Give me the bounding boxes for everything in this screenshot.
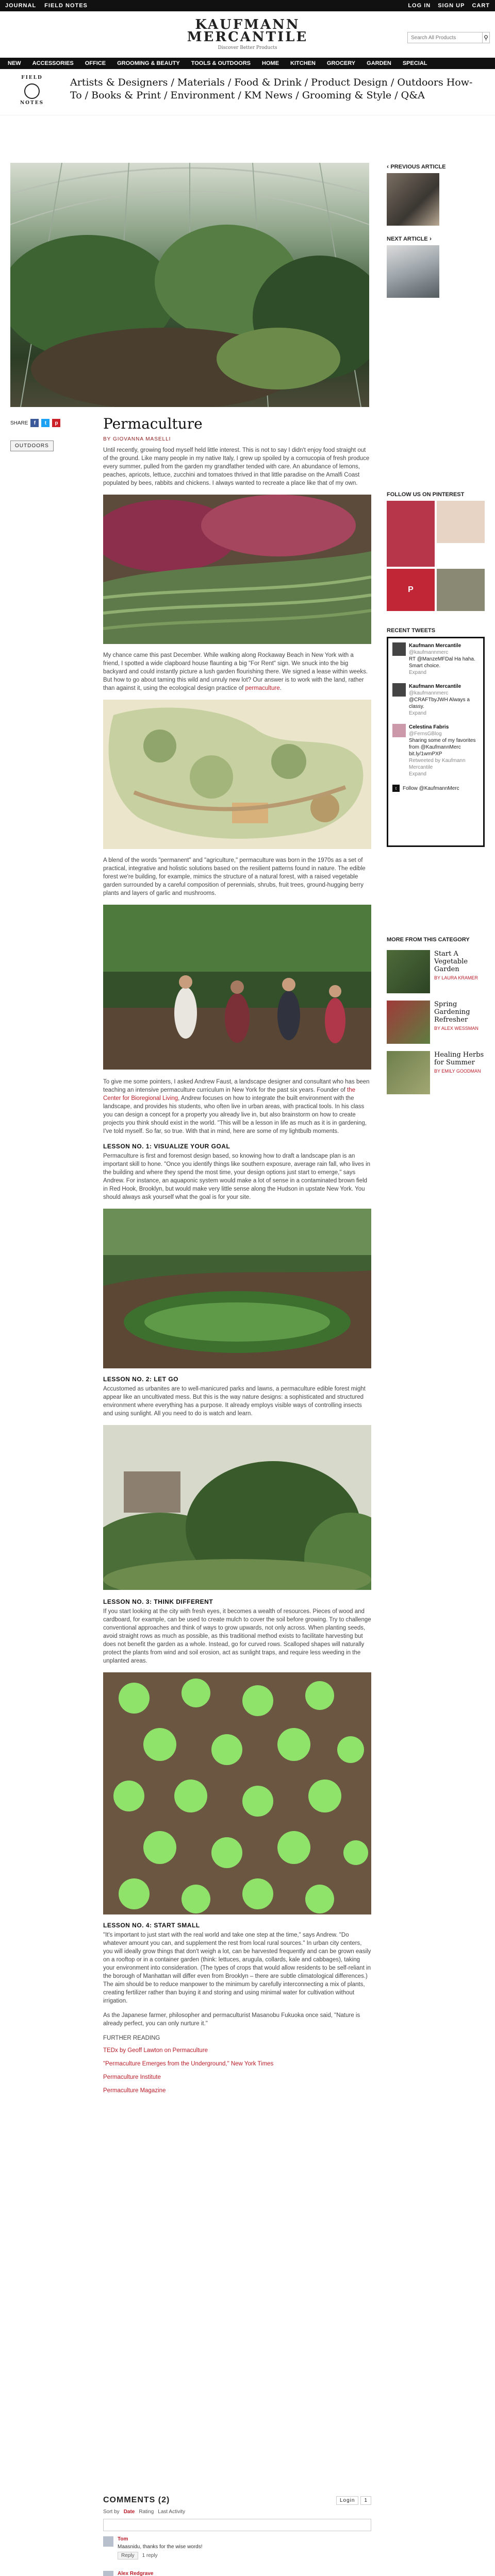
tweet-handle[interactable]: @FernsGBlog bbox=[409, 731, 442, 737]
comment-input[interactable] bbox=[103, 2519, 371, 2531]
tweet-item bbox=[392, 724, 479, 777]
more-item[interactable] bbox=[387, 950, 485, 993]
recent-tweets-label: RECENT TWEETS bbox=[387, 628, 436, 634]
lesson-3-text: If you start looking at the city with fresh eyes, it becomes a wealth of resources. Pieces of wood and cardboard, for example, can be used to create mulch to cover the soil before growing. Try to challenge conventional approaches and think of ways to grow upwards, not only across. When planting seeds, avoid straight rows as much as possible, as this traditional method exists to facilitate harvesting but does not benefit the garden as a whole. Instead, go for curved rows. Scalloped shapes will naturally protect the plants from wind and soil erosion, act as sunlight traps, and require less weeding in the unplanted areas. bbox=[103, 1608, 371, 1664]
hero-image bbox=[10, 163, 369, 407]
comment-author[interactable]: Tom bbox=[118, 2536, 128, 2542]
more-item-title[interactable]: Healing Herbs for Summer bbox=[434, 1051, 484, 1066]
search-icon[interactable]: ⚲ bbox=[482, 32, 489, 43]
article-closing: As the Japanese farmer, philosopher and permaculturist Masanobu Fukuoka once said, "Nature is already perfect, you can only nurture it." bbox=[103, 2012, 360, 2027]
tweet-item bbox=[392, 683, 479, 717]
article-title: Permaculture bbox=[103, 415, 203, 432]
further-reading-label: FURTHER READING bbox=[103, 2035, 160, 2041]
comments-header bbox=[103, 2496, 371, 2505]
comment-login-button[interactable]: Login bbox=[336, 2496, 358, 2505]
lesson-2-title: LESSON NO. 2: LET GO bbox=[103, 1376, 179, 1383]
nav-kitchen[interactable]: KITCHEN bbox=[290, 60, 316, 66]
fn-logo-emblem bbox=[24, 83, 40, 99]
fn-logo-bottom: NOTES bbox=[20, 100, 44, 106]
twitter-icon[interactable]: t bbox=[41, 419, 50, 427]
site-logo[interactable] bbox=[187, 19, 308, 50]
pin-thumb-2[interactable] bbox=[437, 501, 485, 543]
more-item-thumb[interactable] bbox=[387, 1001, 430, 1044]
nav-garden[interactable]: GARDEN bbox=[367, 60, 391, 66]
pinterest-icon[interactable]: p bbox=[52, 419, 60, 427]
nav-new[interactable]: NEW bbox=[8, 60, 21, 66]
share-bar bbox=[10, 419, 60, 427]
facebook-icon[interactable]: f bbox=[30, 419, 39, 427]
nav-special[interactable]: SPECIAL bbox=[402, 60, 427, 66]
twitter-icon: t bbox=[392, 785, 400, 792]
article-paragraph-2: My chance came this past December. While walking along Rockaway Beach in New York with a friend, I spotted a wide clapboard house flaunting a big "For Rent" sign. We snuck into the big backyard and could instantly picture a lush garden flourishing there. We signed a lease within weeks. But how to go about taming this wild and unruly new lot? Our answer is to work with the land, rather than against it, using the ecological design practice of permaculture. bbox=[103, 652, 368, 691]
more-item-thumb[interactable] bbox=[387, 950, 430, 993]
permaculture-link[interactable]: permaculture bbox=[245, 685, 280, 691]
logo-line1: KAUFMANN bbox=[195, 17, 300, 32]
article-paragraph-1: Until recently, growing food myself held little interest. This is not to say I didn't enjoy food straight out of the ground. Like many people in my native Italy, I grew up spoiled by a cornucopia of fresh produce every summer, pulled from the garden my grandfather tended with care. An abundance of lemons, peaches, apricots, lettuce, zucchini and tomatoes thrived in that little paradise on the Amalfi Coast populated by bees, rabbits and chickens. I always wanted to recreate a place like that of my own. bbox=[103, 447, 370, 486]
nav-office[interactable]: OFFICE bbox=[85, 60, 106, 66]
reply-button[interactable]: Reply bbox=[118, 2552, 138, 2560]
more-item[interactable] bbox=[387, 1001, 485, 1044]
lesson-2-text: Accustomed as urbanites are to well-manicured parks and lawns, a permaculture edible forest might appear like an uncultivated mess. But this is the way nature designs: a sophisticated and structured environment where everything has a purpose. It already employs visible ways of controlling insects and using sunlight. All you need to do is watch and learn. bbox=[103, 1386, 366, 1417]
more-item-byline: BY LAURA KRAMER bbox=[434, 975, 478, 980]
comment-text: Maasnidu, thanks for the wise words! bbox=[118, 2544, 203, 2550]
sort-date[interactable]: Date bbox=[123, 2509, 135, 2515]
logo-line2: MERCANTILE bbox=[187, 29, 308, 45]
tweet-expand[interactable]: Expand bbox=[409, 670, 426, 675]
recent-tweets bbox=[387, 628, 485, 847]
follow-button[interactable] bbox=[392, 785, 479, 792]
tweet-text: RT @ManzeMFDal Ha haha. Smart choice. bbox=[409, 656, 475, 669]
more-from-category bbox=[387, 937, 485, 1094]
article-image-garden-bed bbox=[103, 1209, 371, 1368]
comment-count-badge: 1 bbox=[360, 2496, 371, 2505]
nav-grooming[interactable]: GROOMING & BEAUTY bbox=[117, 60, 180, 66]
article-image-class bbox=[103, 905, 371, 1070]
sidebar bbox=[387, 163, 485, 307]
tweet-author[interactable]: Kaufmann Mercantile bbox=[409, 684, 461, 689]
comments-title: COMMENTS (2) bbox=[103, 2496, 170, 2504]
sort-last-activity[interactable]: Last Activity bbox=[158, 2509, 186, 2515]
more-item-thumb[interactable] bbox=[387, 1051, 430, 1094]
field-notes-link[interactable]: FIELD NOTES bbox=[44, 3, 88, 9]
nav-tools[interactable]: TOOLS & OUTDOORS bbox=[191, 60, 251, 66]
tweet-handle[interactable]: @kaufmannmerc bbox=[409, 690, 449, 696]
article-image-onions bbox=[103, 495, 371, 644]
tweet-expand[interactable]: Expand bbox=[409, 710, 426, 716]
search-input[interactable] bbox=[408, 32, 482, 43]
tag-outdoors[interactable]: OUTDOORS bbox=[10, 440, 54, 451]
tweet-handle[interactable]: @kaufmannmerc bbox=[409, 650, 449, 655]
tweet-item bbox=[392, 642, 479, 676]
more-item-title[interactable]: Spring Gardening Refresher bbox=[434, 1001, 470, 1024]
masthead bbox=[0, 11, 495, 58]
top-bar bbox=[0, 0, 495, 11]
article-image-forest bbox=[103, 1425, 371, 1590]
prev-article-thumb[interactable] bbox=[387, 173, 439, 226]
bioregional-living-link[interactable]: the Center for Bioregional Living bbox=[103, 1087, 356, 1101]
tweet-expand[interactable]: Expand bbox=[409, 771, 426, 777]
more-label: MORE FROM THIS CATEGORY bbox=[387, 937, 470, 943]
field-notes-header bbox=[0, 69, 495, 115]
pinterest-grid bbox=[387, 501, 485, 611]
article-image-lettuce bbox=[103, 1672, 371, 1914]
more-item-byline: BY EMILY GOODMAN bbox=[434, 1069, 481, 1074]
avatar[interactable] bbox=[392, 683, 406, 697]
more-item-byline: BY ALEX WESSMAN bbox=[434, 1026, 478, 1031]
article-image-plan bbox=[103, 700, 371, 849]
comments-section bbox=[103, 2496, 371, 2576]
tweet-retweet-note: Retweeted by Kaufmann Mercantile bbox=[409, 758, 466, 770]
comment-item bbox=[103, 2536, 371, 2560]
avatar[interactable] bbox=[392, 724, 406, 737]
nav-grocery[interactable]: GROCERY bbox=[326, 60, 356, 66]
pin-thumb-3[interactable] bbox=[437, 569, 485, 611]
lesson-4-title: LESSON NO. 4: START SMALL bbox=[103, 1922, 200, 1929]
logo-tagline: Discover Better Products bbox=[218, 45, 277, 50]
lesson-1-title: LESSON NO. 1: VISUALIZE YOUR GOAL bbox=[103, 1143, 230, 1150]
sort-rating[interactable]: Rating bbox=[139, 2509, 154, 2515]
chevron-right-icon: › bbox=[427, 235, 432, 242]
pin-thumb-1[interactable] bbox=[387, 501, 435, 567]
field-notes-logo[interactable] bbox=[16, 75, 47, 107]
login-link[interactable]: LOG IN bbox=[408, 3, 431, 9]
lesson-3-title: LESSON NO. 3: THINK DIFFERENT bbox=[103, 1598, 213, 1605]
main-nav bbox=[0, 58, 495, 69]
tweet-text: Sharing some of my favorites from @KaufmannMerc bit.ly/1wmPXP bbox=[409, 738, 476, 757]
article bbox=[103, 415, 371, 2095]
prev-article-label[interactable]: ‹ PREVIOUS ARTICLE bbox=[387, 163, 446, 170]
further-link-1[interactable]: TEDx by Geoff Lawton on Permaculture bbox=[103, 2047, 208, 2054]
further-link-2[interactable]: "Permaculture Emerges from the Underground," New York Times bbox=[103, 2061, 274, 2067]
comment-login bbox=[336, 2496, 371, 2505]
comment-author[interactable]: Alex Redgrave bbox=[118, 2571, 154, 2576]
article-paragraph-4: To give me some pointers, I asked Andrew Faust, a landscape designer and consultant who has been teaching an intensive permaculture curriculum in New York for the past six years. Founder of the Center for Bioregional Living, Andrew focuses on how to integrate the built environment with the landscape, and provides his students, who often live in urban areas, with practical tools. In his class you can design a concept for a property you already live in, but also brainstorm on how to create projects you think should exist in the world. "This will be a lesson in life as much as it is in gardening, I've told myself. So far, so true. With that in mind, here are some of my lightbulb moments. bbox=[103, 1079, 370, 1134]
more-item[interactable] bbox=[387, 1051, 485, 1094]
lesson-1-text: Permaculture is first and foremost design based, so knowing how to draft a landscape plan is an important skill to hone. "Once you identify things like southern exposure, average rain fall, who lives in the building and where they spend the most time, your design options just start to emerge," says Andrew. For instance, an aquaponic system would make a lot of sense in a contaminated brown field in Red Hook, Brooklyn, but would make very little sense along the Hudson in upstate New York. You should always ask yourself what the goal is for your site. bbox=[103, 1153, 371, 1200]
search-box bbox=[407, 32, 490, 43]
avatar[interactable] bbox=[392, 642, 406, 656]
tweet-box bbox=[387, 637, 485, 847]
pinterest-block bbox=[387, 492, 485, 611]
further-link-4[interactable]: Permaculture Magazine bbox=[103, 2088, 166, 2094]
journal-link[interactable]: JOURNAL bbox=[5, 3, 37, 9]
avatar bbox=[103, 2536, 113, 2547]
reply-count[interactable]: 1 reply bbox=[142, 2553, 158, 2558]
follow-label: Follow @KaufmannMerc bbox=[403, 785, 459, 791]
sort-label: Sort by bbox=[103, 2509, 120, 2515]
share-label: SHARE bbox=[10, 420, 28, 426]
more-item-title[interactable]: Start A Vegetable Garden bbox=[434, 950, 468, 973]
pinterest-icon[interactable]: P bbox=[387, 569, 435, 611]
tweet-text: @CRAFTbyJWH Always a classy. bbox=[409, 697, 470, 709]
article-paragraph-3: A blend of the words "permanent" and "agriculture," permaculture was born in the 1970s as a set of practical, integrative and holistic solutions based on the resilient patterns found in nature. The edible forest we're building, for example, mimics the structure of a natural forest, with a raised vegetable garden surrounded by a careful composition of perennials, shrubs, fruit trees, ground-hugging berry plants and layers of garlic and mushrooms. bbox=[103, 857, 366, 896]
category-links[interactable]: Artists & Designers / Materials / Food & Drink / Product Design / Outdoors How-To / Books & Print / Environment / KM News / Grooming & Style / Q&A bbox=[70, 77, 473, 101]
signup-link[interactable]: SIGN UP bbox=[438, 3, 465, 9]
lesson-4-text: "It's important to just start with the real world and take one step at the time," says Andrew. "Do whatever amount you can, and supplement the rest from local rural sources." In urban city centers, you will ideally grow things that don't weigh a lot, can be harvested frequently and can be grown easily on a rooftop or in a container garden (think: lettuces, arugula, collards, kale and cabbages), taking your environment into consideration. (The types of crops that would allow residents to be self-reliant in the borough of Manhattan will differ even from Brooklyn – there are subtle climatological differences.) The aim should be to reduce manpower to the minimum by carefully interconnecting a mix of plants, creating fertilizer rather than buying it and storing and using minimal water for cultivation without irrigation. bbox=[103, 1932, 371, 2004]
next-article-label[interactable]: NEXT ARTICLE › bbox=[387, 235, 432, 242]
chevron-left-icon: ‹ bbox=[387, 163, 391, 170]
nav-accessories[interactable]: ACCESSORIES bbox=[32, 60, 74, 66]
avatar bbox=[103, 2571, 113, 2576]
tweet-author[interactable]: Celestina Fabris bbox=[409, 724, 449, 730]
article-byline[interactable]: BY GIOVANNA MASELLI bbox=[103, 436, 171, 442]
cart-link[interactable]: CART bbox=[472, 3, 490, 9]
further-link-3[interactable]: Permaculture Institute bbox=[103, 2074, 161, 2080]
tweet-author[interactable]: Kaufmann Mercantile bbox=[409, 643, 461, 649]
comment-item bbox=[103, 2571, 371, 2576]
comment-sort bbox=[103, 2509, 371, 2515]
fn-logo-top: FIELD bbox=[21, 75, 43, 80]
nav-home[interactable]: HOME bbox=[262, 60, 279, 66]
next-article-thumb[interactable] bbox=[387, 245, 439, 298]
pinterest-label: FOLLOW US ON PINTEREST bbox=[387, 492, 465, 498]
